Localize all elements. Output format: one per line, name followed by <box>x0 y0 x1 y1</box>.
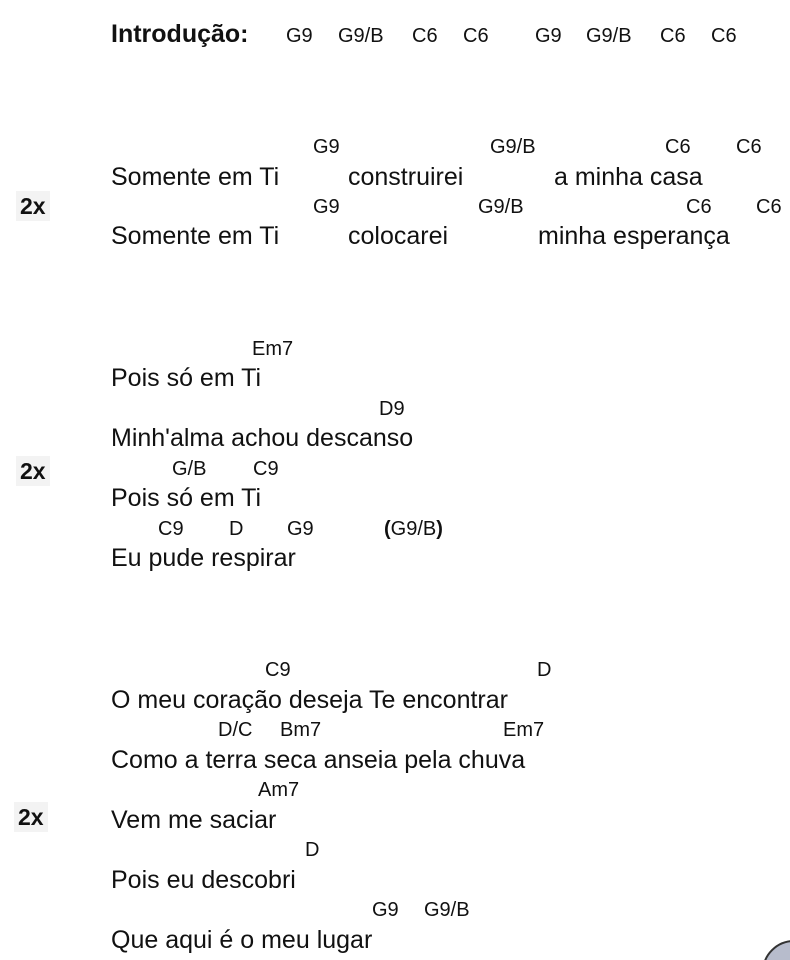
intro-chord: G9 <box>286 25 313 47</box>
lyric-line: Somente em Ti <box>111 163 280 191</box>
chord: D/C <box>218 719 253 741</box>
repeat-marker: 2x <box>14 802 48 832</box>
chord: D <box>305 839 320 861</box>
chord: G9/B <box>478 196 524 218</box>
chord: G9/B <box>424 899 470 921</box>
lyric-line: O meu coração deseja Te encontrar <box>111 686 508 714</box>
chord: G9 <box>287 518 314 540</box>
chord: D9 <box>379 398 405 420</box>
intro-chord: C6 <box>463 25 489 47</box>
intro-chord: G9/B <box>338 25 384 47</box>
repeat-marker: 2x <box>16 191 50 221</box>
intro-chord: C6 <box>660 25 686 47</box>
chord: C6 <box>756 196 782 218</box>
lyric-line: Eu pude respirar <box>111 544 296 572</box>
lyric-line: Que aqui é o meu lugar <box>111 926 373 954</box>
lyric-line: Somente em Ti <box>111 222 280 250</box>
chord: G9 <box>313 196 340 218</box>
chord: Em7 <box>503 719 545 741</box>
chord: Am7 <box>258 779 300 801</box>
repeat-marker: 2x <box>16 456 50 486</box>
chord: C6 <box>736 136 762 158</box>
chord: G/B <box>172 458 207 480</box>
chord: C6 <box>686 196 712 218</box>
chord: C9 <box>158 518 184 540</box>
optional-chord: (G9/B) <box>384 518 443 540</box>
chord: D <box>537 659 552 681</box>
corner-disc-icon <box>762 940 790 960</box>
lyric-line: Minh'alma achou descanso <box>111 424 414 452</box>
lyric-line: Vem me saciar <box>111 806 277 834</box>
chord: Em7 <box>252 338 294 360</box>
lyric-line: Como a terra seca anseia pela chuva <box>111 746 526 774</box>
chord: G9 <box>372 899 399 921</box>
chord: G9 <box>313 136 340 158</box>
chord: D <box>229 518 244 540</box>
chord: C9 <box>253 458 279 480</box>
lyric-line: Pois eu descobri <box>111 866 296 894</box>
lyric-line: Pois só em Ti <box>111 364 262 392</box>
chord: G9/B <box>390 518 437 540</box>
intro-chord: G9 <box>535 25 562 47</box>
lyric-line: a minha casa <box>554 163 703 191</box>
intro-label: Introdução: <box>111 20 249 48</box>
lyric-line: Pois só em Ti <box>111 484 262 512</box>
chord: C9 <box>265 659 291 681</box>
lyric-line: minha esperança <box>538 222 730 250</box>
chord: Bm7 <box>280 719 322 741</box>
lyric-line: construirei <box>348 163 464 191</box>
intro-chord: C6 <box>711 25 737 47</box>
chord: G9/B <box>490 136 536 158</box>
intro-chord: G9/B <box>586 25 632 47</box>
intro-chord: C6 <box>412 25 438 47</box>
lyric-line: colocarei <box>348 222 449 250</box>
chord: C6 <box>665 136 691 158</box>
